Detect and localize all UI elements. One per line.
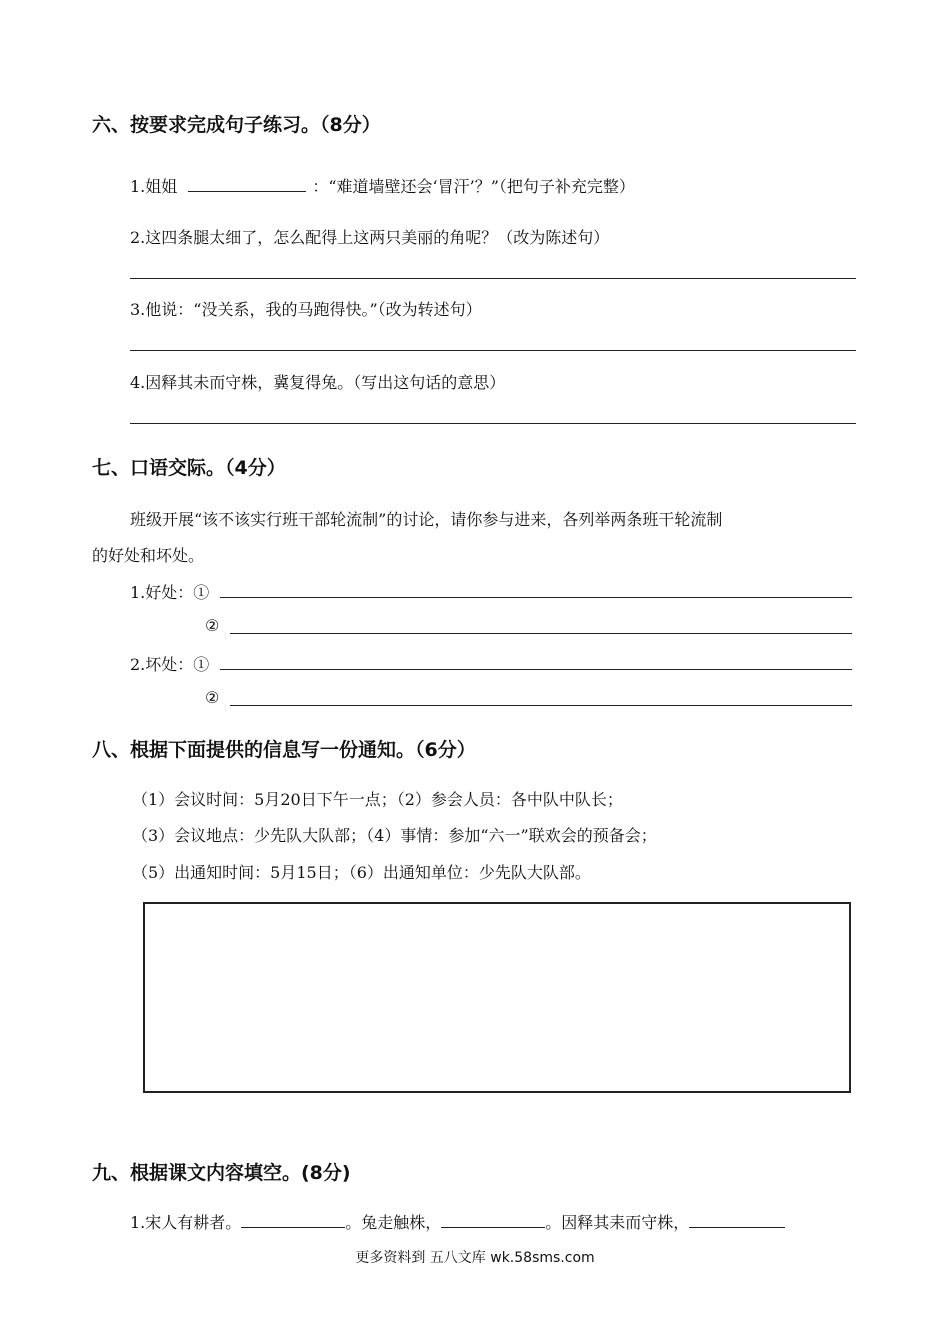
section6-q1-suffix: ：“难道墙壁还会‘冒汗’？”（把句子补充完整）: [312, 177, 635, 196]
section8-title: 八、根据下面提供的信息写一份通知。（6分）: [92, 739, 476, 761]
section7-advantages-label: 1.好处：①: [130, 583, 210, 602]
disadvantage-2-marker: ②: [205, 688, 220, 707]
disadvantage-2-line[interactable]: [230, 705, 852, 706]
advantage-2-line[interactable]: [230, 633, 852, 634]
section6-q1: [130, 174, 635, 197]
footer-watermark: 更多资料到 五八文库 wk.58sms.com: [355, 1250, 595, 1266]
section6-q3-answer-line[interactable]: [130, 350, 856, 351]
section6-title: 六、按要求完成句子练习。（8分）: [92, 114, 381, 136]
section9-q1-blank1[interactable]: [241, 1226, 345, 1228]
section9-q1-blank2[interactable]: [441, 1226, 545, 1228]
section8-info-line2: （3）会议地点：少先队大队部；（4）事情：参加“六一”联欢会的预备会；: [132, 826, 657, 845]
section7-paragraph-line2: 的好处和坏处。: [92, 546, 205, 565]
section6-q1-blank[interactable]: [188, 190, 306, 192]
section8-info-line1: （1）会议时间：5月20日下午一点；（2）参会人员：各中队中队长；: [132, 790, 623, 809]
section7-disadvantages-label: 2.坏处：①: [130, 655, 210, 674]
section9-q1-part1: 1.宋人有耕者。: [130, 1213, 242, 1232]
section9-q1-part2: 。兔走触株，: [345, 1213, 442, 1232]
disadvantage-1-line[interactable]: [220, 669, 852, 670]
advantage-1-line[interactable]: [220, 597, 852, 598]
section6-q4: 4.因释其未而守株，冀复得兔。（写出这句话的意思）: [130, 373, 506, 392]
advantage-2-marker: ②: [205, 616, 220, 635]
section8-info-line3: （5）出通知时间：5月15日；（6）出通知单位：少先队大队部。: [132, 863, 591, 882]
section9-q1: [130, 1210, 785, 1233]
section9-q1-part3: 。因释其耒而守株，: [545, 1213, 690, 1232]
section6-q4-answer-line[interactable]: [130, 423, 856, 424]
section7-title: 七、口语交际。（4分）: [92, 457, 286, 479]
section7-paragraph-line1: 班级开展“该不该实行班干部轮流制”的讨论，请你参与进来，各列举两条班干轮流制: [130, 510, 723, 529]
notice-writing-box[interactable]: [143, 902, 851, 1093]
section6-q2: 2.这四条腿太细了，怎么配得上这两只美丽的角呢？（改为陈述句）: [130, 228, 610, 247]
section9-q1-blank3[interactable]: [689, 1226, 785, 1228]
section6-q3: 3.他说：“没关系，我的马跑得快。”（改为转述句）: [130, 300, 482, 319]
section6-q2-answer-line[interactable]: [130, 278, 856, 279]
section6-q1-prefix: 1.姐姐: [130, 177, 178, 196]
section9-title: 九、根据课文内容填空。(8分): [92, 1162, 351, 1184]
